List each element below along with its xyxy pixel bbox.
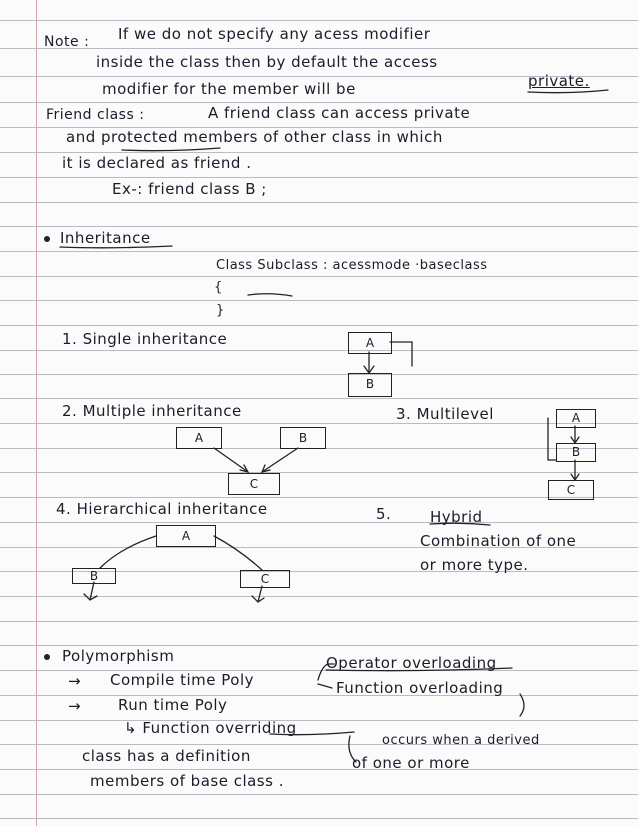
multiple-node-a: A (176, 427, 222, 449)
note-line-1: If we do not specify any acess modifier (118, 25, 431, 43)
compile-time-poly: Compile time Poly (110, 671, 255, 689)
hybrid-underline (430, 523, 490, 525)
brace-close: } (216, 303, 225, 318)
hierarchical-inheritance-label: 4. Hierarchical inheritance (56, 500, 268, 518)
function-overloading: Function overloading (336, 679, 504, 697)
friend-line-1: A friend class can access private (208, 104, 471, 122)
multilevel-node-b: B (556, 443, 596, 462)
hierarchical-node-a: A (156, 525, 216, 547)
inheritance-syntax: Class Subclass : acessmode ·baseclass (216, 258, 488, 273)
single-inheritance-label: 1. Single inheritance (62, 330, 228, 348)
friend-line-3: it is declared as friend . (62, 154, 252, 172)
compile-arrow-icon: → (68, 672, 82, 690)
runtime-arrow-icon: → (68, 697, 82, 715)
note-line-2: inside the class then by default the access (96, 53, 438, 71)
brace-dash (248, 294, 292, 296)
multilevel-label: 3. Multilevel (396, 405, 494, 423)
hybrid-description-2: or more type. (420, 556, 529, 574)
multilevel-b-to-c-arrow (571, 460, 579, 480)
multilevel-side-line (548, 418, 556, 460)
polymorphism-branch-upper (318, 664, 334, 680)
hierarchical-right-branch (214, 536, 262, 570)
overriding-line-2b: of one or more (352, 754, 470, 772)
function-overriding: ↳ Function overriding (124, 719, 297, 737)
single-side-stroke (390, 342, 412, 366)
overriding-line-3: members of base class . (90, 772, 284, 790)
operator-overloading: Operator overloading (326, 654, 497, 672)
run-time-poly: Run time Poly (118, 696, 228, 714)
polymorphism-branch-lower (318, 684, 332, 688)
multilevel-node-a: A (556, 409, 596, 428)
hybrid-description-1: Combination of one (420, 532, 577, 550)
multiple-node-b: B (280, 427, 326, 449)
protected-underline (122, 148, 220, 151)
multiple-inheritance-label: 2. Multiple inheritance (62, 402, 242, 420)
note-line-3: modifier for the member will be (102, 80, 356, 98)
single-node-b: B (348, 373, 392, 397)
multilevel-a-to-b-arrow (571, 426, 579, 443)
hierarchical-left-branch (100, 536, 156, 568)
friend-class-label: Friend class : (46, 107, 145, 123)
multiple-a-to-c-arrow (214, 448, 248, 472)
overriding-line-2: class has a definition (82, 747, 251, 765)
hybrid-label: Hybrid (430, 508, 483, 526)
hierarchical-c-arrow (252, 586, 264, 602)
inheritance-underline (60, 246, 172, 248)
overriding-occurs: occurs when a derived (382, 733, 540, 748)
multiple-b-to-c-arrow (262, 448, 298, 472)
overriding-brace (349, 736, 356, 762)
multiple-node-c: C (228, 473, 280, 495)
inheritance-heading: Inheritance (60, 229, 151, 247)
overloading-cursor-mark (520, 694, 524, 716)
friend-line-2: and protected members of other class in which (66, 128, 443, 146)
overriding-underline (270, 732, 354, 735)
operator-overloading-underline (326, 668, 512, 671)
hierarchical-b-arrow (84, 582, 97, 600)
private-underline (528, 90, 608, 93)
hierarchical-node-b: B (72, 568, 116, 584)
polymorphism-heading: Polymorphism (62, 647, 175, 665)
hierarchical-node-c: C (240, 570, 290, 588)
friend-example: Ex-: friend class B ; (112, 180, 267, 198)
multilevel-node-c: C (548, 480, 594, 500)
brace-open: { (214, 280, 223, 295)
note-label: Note : (44, 34, 90, 50)
private-keyword: private. (528, 72, 590, 90)
hybrid-number: 5. (376, 505, 392, 523)
single-node-a: A (348, 332, 392, 354)
